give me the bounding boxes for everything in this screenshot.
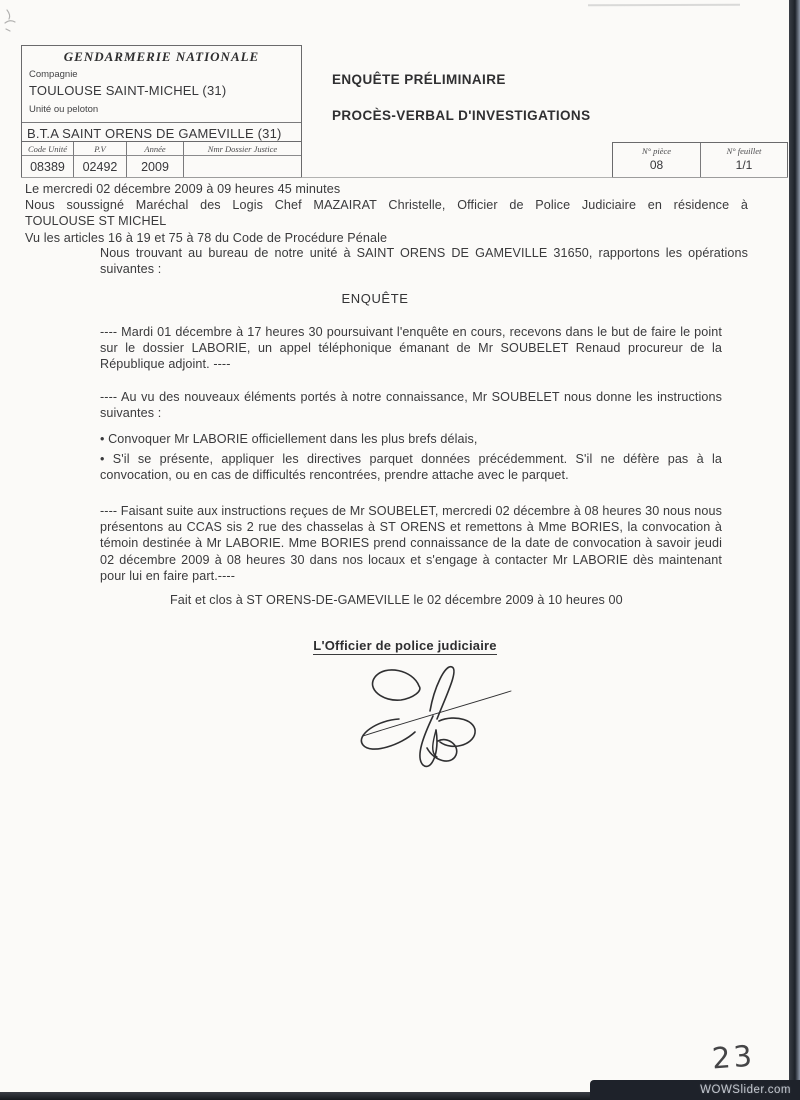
intro-block <box>25 181 748 246</box>
divider <box>22 122 301 123</box>
officer-line-1: Nous soussigné Maréchal des Logis Chef MAZAIRAT Christelle, Officier de Police Judiciaire en résidence à <box>25 198 748 213</box>
signature-title: L'Officier de police judiciaire <box>313 638 497 653</box>
header-rule <box>21 177 788 178</box>
org-title: GENDARMERIE NATIONALE <box>63 49 260 64</box>
closing-line: Fait et clos à ST ORENS-DE-GAMEVILLE le 02 décembre 2009 à 10 heures 00 <box>170 593 623 607</box>
officer-line-2: TOULOUSE ST MICHEL <box>25 214 167 229</box>
col-header-piece: N° pièce <box>641 145 672 156</box>
unite-value: B.T.A SAINT ORENS DE GAMEVILLE (31) <box>27 126 282 141</box>
doc-type-title-1: ENQUÊTE PRÉLIMINAIRE <box>332 72 506 87</box>
unit-header-box <box>21 45 302 178</box>
cell-code-unite: 08389 <box>30 159 65 174</box>
paragraph-au-vu: ---- Au vu des nouveaux éléments portés à notre connaissance, Mr SOUBELET nous donne les instructions suivantes : <box>100 390 722 421</box>
cell-piece: 08 <box>649 158 664 172</box>
cell-feuillet: 1/1 <box>700 158 787 177</box>
col-header-pv: P.V <box>73 142 126 156</box>
articles-line: Vu les articles 16 à 19 et 75 à 78 du Code de Procédure Pénale <box>25 230 388 245</box>
cell-dossier <box>183 156 301 177</box>
compagnie-label: Compagnie <box>29 69 78 80</box>
watermark-chip[interactable] <box>590 1080 800 1100</box>
scan-smudge <box>588 4 740 7</box>
datetime-line: Le mercredi 02 décembre 2009 à 09 heures 45 minutes <box>25 182 341 196</box>
piece-feuillet-box <box>612 142 788 178</box>
watermark-text[interactable]: WOWSlider.com <box>700 1084 791 1096</box>
doc-type-title-2: PROCÈS-VERBAL D'INVESTIGATIONS <box>332 108 591 123</box>
signature-title-wrap <box>25 637 785 655</box>
signature-scribble <box>333 656 543 774</box>
paragraph-faisant: ---- Faisant suite aux instructions reçues de Mr SOUBELET, mercredi 02 décembre à 08 heures 30 nous nous présentons au CCAS sis 2 rue des chasselas à ST ORENS et remettons à Mme BORIES, la convocation à témoin destinée à Mr LABORIE. Mme BORIES prend connaissance de la date de convocation à savoir jeudi 02 décembre 2009 à 08 heures 30 dans nos locaux et s'engage à contacter Mr LABORIE dès maintenant pour lui en faire part.---- <box>100 504 722 583</box>
handwritten-page-number: 23 <box>710 1038 757 1076</box>
pen-mark <box>2 6 24 34</box>
compagnie-value: TOULOUSE SAINT-MICHEL (31) <box>29 83 227 98</box>
bullet-convoquer: • Convoquer Mr LABORIE officiellement dans les plus brefs délais, <box>100 432 478 446</box>
paragraph-mardi: ---- Mardi 01 décembre à 17 heures 30 poursuivant l'enquête en cours, recevons dans le but de faire le point sur le dossier LABORIE, un appel téléphonique émanant de Mr SOUBELET Renaud procureur de la République adjoint. ---- <box>100 325 722 372</box>
cell-annee: 2009 <box>126 156 183 177</box>
bureau-paragraph: Nous trouvant au bureau de notre unité à SAINT ORENS DE GAMEVILLE 31650, rapportons les opérations suivantes : <box>100 246 748 277</box>
col-header-feuillet: N° feuillet <box>700 143 787 158</box>
unite-label: Unité ou peloton <box>29 104 99 115</box>
cell-pv: 02492 <box>73 156 126 177</box>
slider-frame-right <box>789 0 800 1100</box>
bullet-sil-se-presente: • S'il se présente, appliquer les directives parquet données précédemment. S'il ne défère pas à la convocation, ou en cas de difficultés rencontrées, prendre attache avec le parquet. <box>100 452 722 483</box>
col-header-annee: Année <box>126 142 183 156</box>
col-header-code-unite: Code Unité <box>22 142 73 156</box>
col-header-dossier: Nmr Dossier Justice <box>183 142 301 156</box>
unit-reference-table <box>22 141 301 177</box>
section-title: ENQUÊTE <box>341 291 409 306</box>
